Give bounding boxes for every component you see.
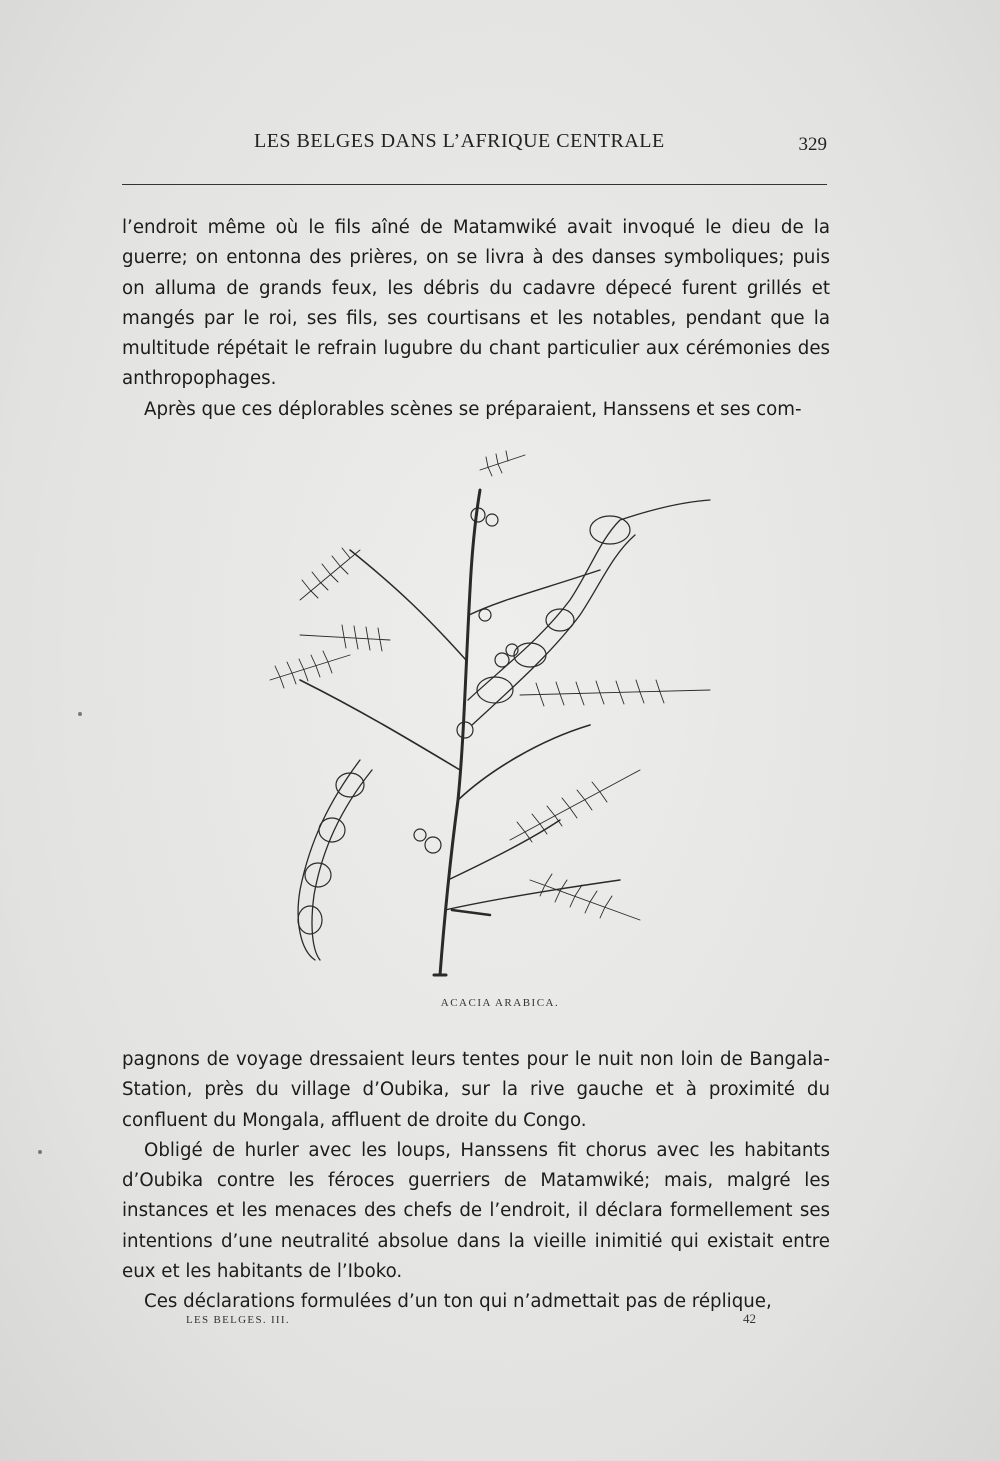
- text-block-top: [122, 213, 830, 425]
- acacia-engraving: [240, 440, 720, 990]
- page-number: 329: [798, 134, 827, 155]
- acacia-illustration: [240, 440, 720, 990]
- paragraph: Après que ces déplorables scènes se préparaient, Hanssens et ses com-: [144, 398, 802, 420]
- paragraph: pagnons de voyage dressaient leurs tentes pour le nuit non loin de Bangala-Station, près du village d’Oubika, sur la rive gauche et à proximité du confluent du Mongala, affluent de droite du Congo.: [122, 1049, 830, 1131]
- paragraph: Obligé de hurler avec les loups, Hanssens fit chorus avec les habitants d’Oubika contre les féroces guerriers de Matamwiké; mais, malgré les instances et les menaces des chefs de l’endroit, il déclara formellement ses intentions d’une neutralité absolue dans la vieille inimitié qui existait entre eux et les habitants de l’Iboko.: [122, 1139, 830, 1283]
- paper-speck: [78, 712, 82, 716]
- paragraph: Ces déclarations formulées d’un ton qui n’admettait pas de réplique,: [144, 1291, 772, 1313]
- text-block-bottom: [122, 1045, 830, 1318]
- figure-caption: ACACIA ARABICA.: [440, 997, 560, 1009]
- header-rule: [122, 184, 827, 185]
- page-header: [122, 130, 827, 160]
- running-title: LES BELGES DANS L’AFRIQUE CENTRALE: [254, 130, 665, 152]
- paper-speck: [38, 1150, 42, 1154]
- paragraph: l’endroit même où le fils aîné de Matamwiké avait invoqué le dieu de la guerre; on entonna des prières, on se livra à des danses symboliques; puis on alluma de grands feux, les débris du cadavre dépecé furent grillés et mangés par le roi, ses fils, ses courtisans et les notables, pendant que la multitude répétait le refrain lugubre du chant particulier aux cérémonies des anthropophages.: [122, 217, 830, 390]
- printer-signature: LES BELGES. III.: [186, 1314, 290, 1326]
- sheet-number: 42: [743, 1311, 756, 1326]
